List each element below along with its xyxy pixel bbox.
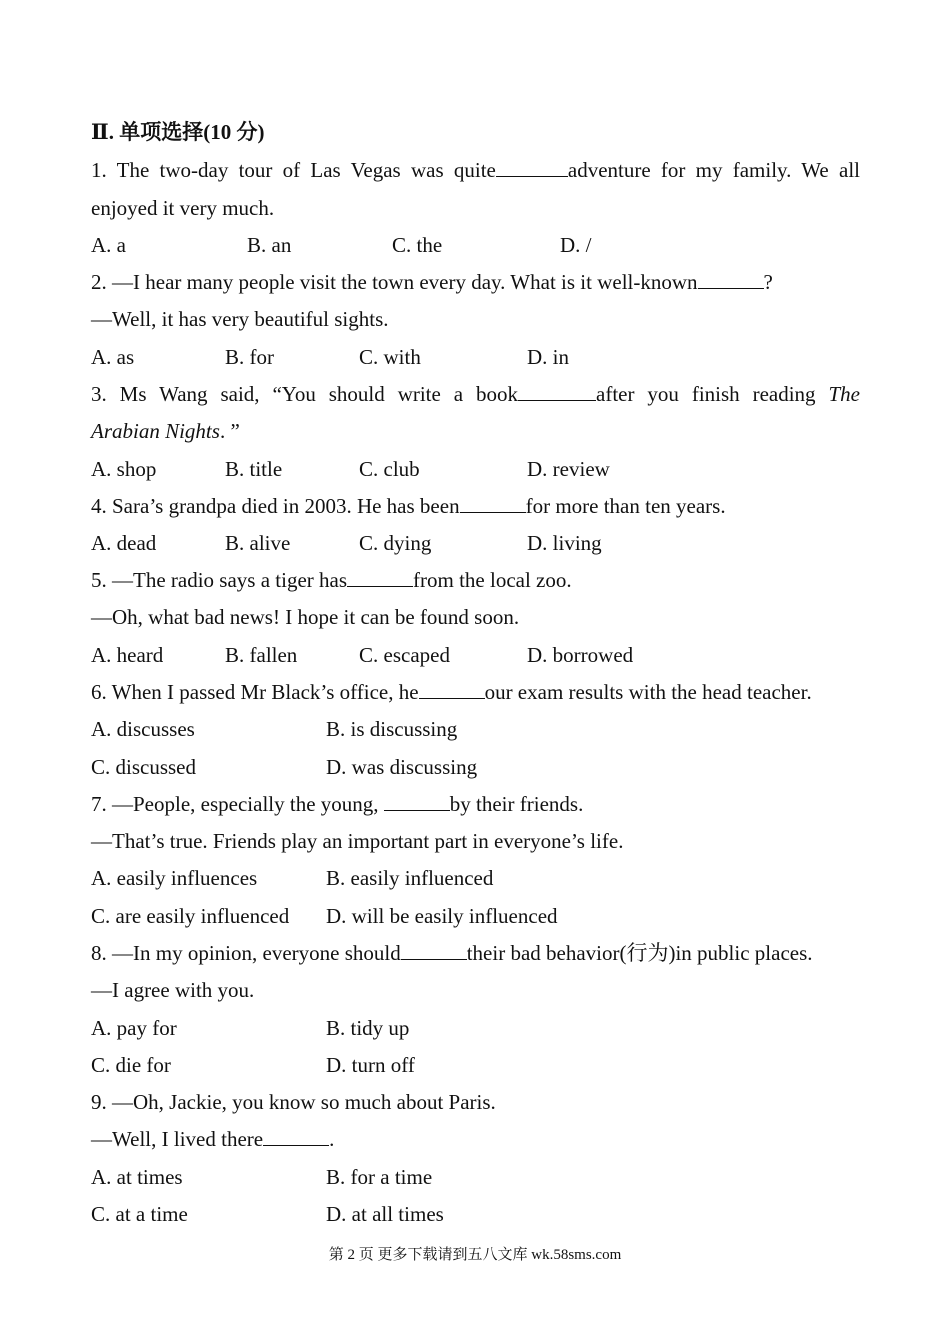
- answer-blank: [384, 792, 450, 811]
- q6-option-a: A. discusses: [91, 717, 195, 741]
- question-2-reply: —Well, it has very beautiful sights.: [91, 307, 389, 331]
- q3-option-a: A. shop: [91, 457, 157, 481]
- question-9-stem: 9. —Oh, Jackie, you know so much about Paris.: [91, 1090, 496, 1114]
- q2-text-before: 2. —I hear many people visit the town every day. What is it well-known: [91, 270, 698, 294]
- q7-option-a: A. easily influences: [91, 866, 258, 890]
- q7-option-b: B. easily influenced: [326, 866, 494, 890]
- q6-option-c: C. discussed: [91, 755, 196, 779]
- question-8-reply: —I agree with you.: [91, 978, 255, 1002]
- q1-option-d: D. /: [560, 233, 592, 257]
- q5-option-b: B. fallen: [225, 643, 298, 667]
- answer-blank: [460, 494, 526, 513]
- q6-option-d: D. was discussing: [326, 755, 478, 779]
- q8-option-a: A. pay for: [91, 1016, 177, 1040]
- answer-blank: [263, 1127, 329, 1146]
- q5-text-before: 5. —The radio says a tiger has: [91, 568, 348, 592]
- answer-blank: [518, 382, 596, 401]
- q8-option-c: C. die for: [91, 1053, 171, 1077]
- q9-text-before: —Well, I lived there: [91, 1127, 264, 1151]
- q9-option-b: B. for a time: [326, 1165, 433, 1189]
- section-title: Ⅱ. 单项选择(10 分): [91, 120, 265, 144]
- q5-option-c: C. escaped: [359, 643, 450, 667]
- question-4-stem: [91, 492, 860, 520]
- q7-text-before: 7. —People, especially the young,: [91, 792, 379, 816]
- question-3-stem: [91, 380, 860, 408]
- q3-option-c: C. club: [359, 457, 420, 481]
- page-footer: 第 2 页 更多下载请到五八文库 wk.58sms.com: [328, 1247, 622, 1263]
- question-5-stem: [91, 566, 860, 594]
- q1-option-b: B. an: [247, 233, 292, 257]
- question-7-stem: [91, 790, 860, 818]
- answer-blank: [347, 568, 413, 587]
- question-9-reply: [91, 1125, 860, 1153]
- q2-option-c: C. with: [359, 345, 421, 369]
- q9-option-a: A. at times: [91, 1165, 183, 1189]
- q8-text-before: 8. —In my opinion, everyone should: [91, 941, 401, 965]
- q4-option-d: D. living: [527, 531, 602, 555]
- q3-text-end: . ”: [219, 419, 240, 443]
- q2-option-a: A. as: [91, 345, 135, 369]
- q8-option-b: B. tidy up: [326, 1016, 410, 1040]
- q9-option-c: C. at a time: [91, 1202, 188, 1226]
- answer-blank: [419, 680, 485, 699]
- q4-text-after: for more than ten years.: [525, 494, 726, 518]
- q3-text-after: after you finish reading: [596, 382, 816, 406]
- q3-option-d: D. review: [527, 457, 610, 481]
- q4-option-b: B. alive: [225, 531, 291, 555]
- question-6-stem: [91, 678, 860, 706]
- q4-option-a: A. dead: [91, 531, 157, 555]
- question-2-stem: [91, 268, 860, 296]
- q2-text-after: ?: [763, 270, 773, 294]
- q9-text-after: .: [329, 1127, 335, 1151]
- question-1-stem: [91, 156, 860, 184]
- question-8-stem: [91, 939, 860, 967]
- q8-option-d: D. turn off: [326, 1053, 415, 1077]
- q2-option-b: B. for: [225, 345, 274, 369]
- q4-option-c: C. dying: [359, 531, 432, 555]
- q3-book-title-part1: The: [828, 382, 860, 406]
- question-5-reply: —Oh, what bad news! I hope it can be found soon.: [91, 605, 520, 629]
- q3-book-title-part2: Arabian Nights: [91, 419, 220, 443]
- answer-blank: [401, 941, 467, 960]
- q3-option-b: B. title: [225, 457, 283, 481]
- q1-text-before: 1. The two-day tour of Las Vegas was quite: [91, 158, 496, 182]
- q1-option-c: C. the: [392, 233, 443, 257]
- answer-blank: [698, 270, 764, 289]
- q8-text-after: their bad behavior(行为)in public places.: [466, 941, 813, 965]
- q2-option-d: D. in: [527, 345, 569, 369]
- answer-blank: [496, 158, 568, 177]
- q6-option-b: B. is discussing: [326, 717, 458, 741]
- q1-text-after: adventure for my family. We all: [567, 158, 860, 182]
- q9-option-d: D. at all times: [326, 1202, 444, 1226]
- question-3-stem-cont: [91, 417, 860, 445]
- q7-option-d: D. will be easily influenced: [326, 904, 558, 928]
- q6-text-after: our exam results with the head teacher.: [484, 680, 812, 704]
- q7-text-after: by their friends.: [449, 792, 584, 816]
- q4-text-before: 4. Sara’s grandpa died in 2003. He has been: [91, 494, 460, 518]
- q5-option-a: A. heard: [91, 643, 164, 667]
- q7-option-c: C. are easily influenced: [91, 904, 290, 928]
- q3-text-before: 3. Ms Wang said, “You should write a book: [91, 382, 519, 406]
- question-1-stem-cont: enjoyed it very much.: [91, 196, 275, 220]
- question-7-reply: —That’s true. Friends play an important part in everyone’s life.: [91, 829, 624, 853]
- q5-text-after: from the local zoo.: [413, 568, 572, 592]
- q6-text-before: 6. When I passed Mr Black’s office, he: [91, 680, 419, 704]
- q5-option-d: D. borrowed: [527, 643, 634, 667]
- q1-option-a: A. a: [91, 233, 126, 257]
